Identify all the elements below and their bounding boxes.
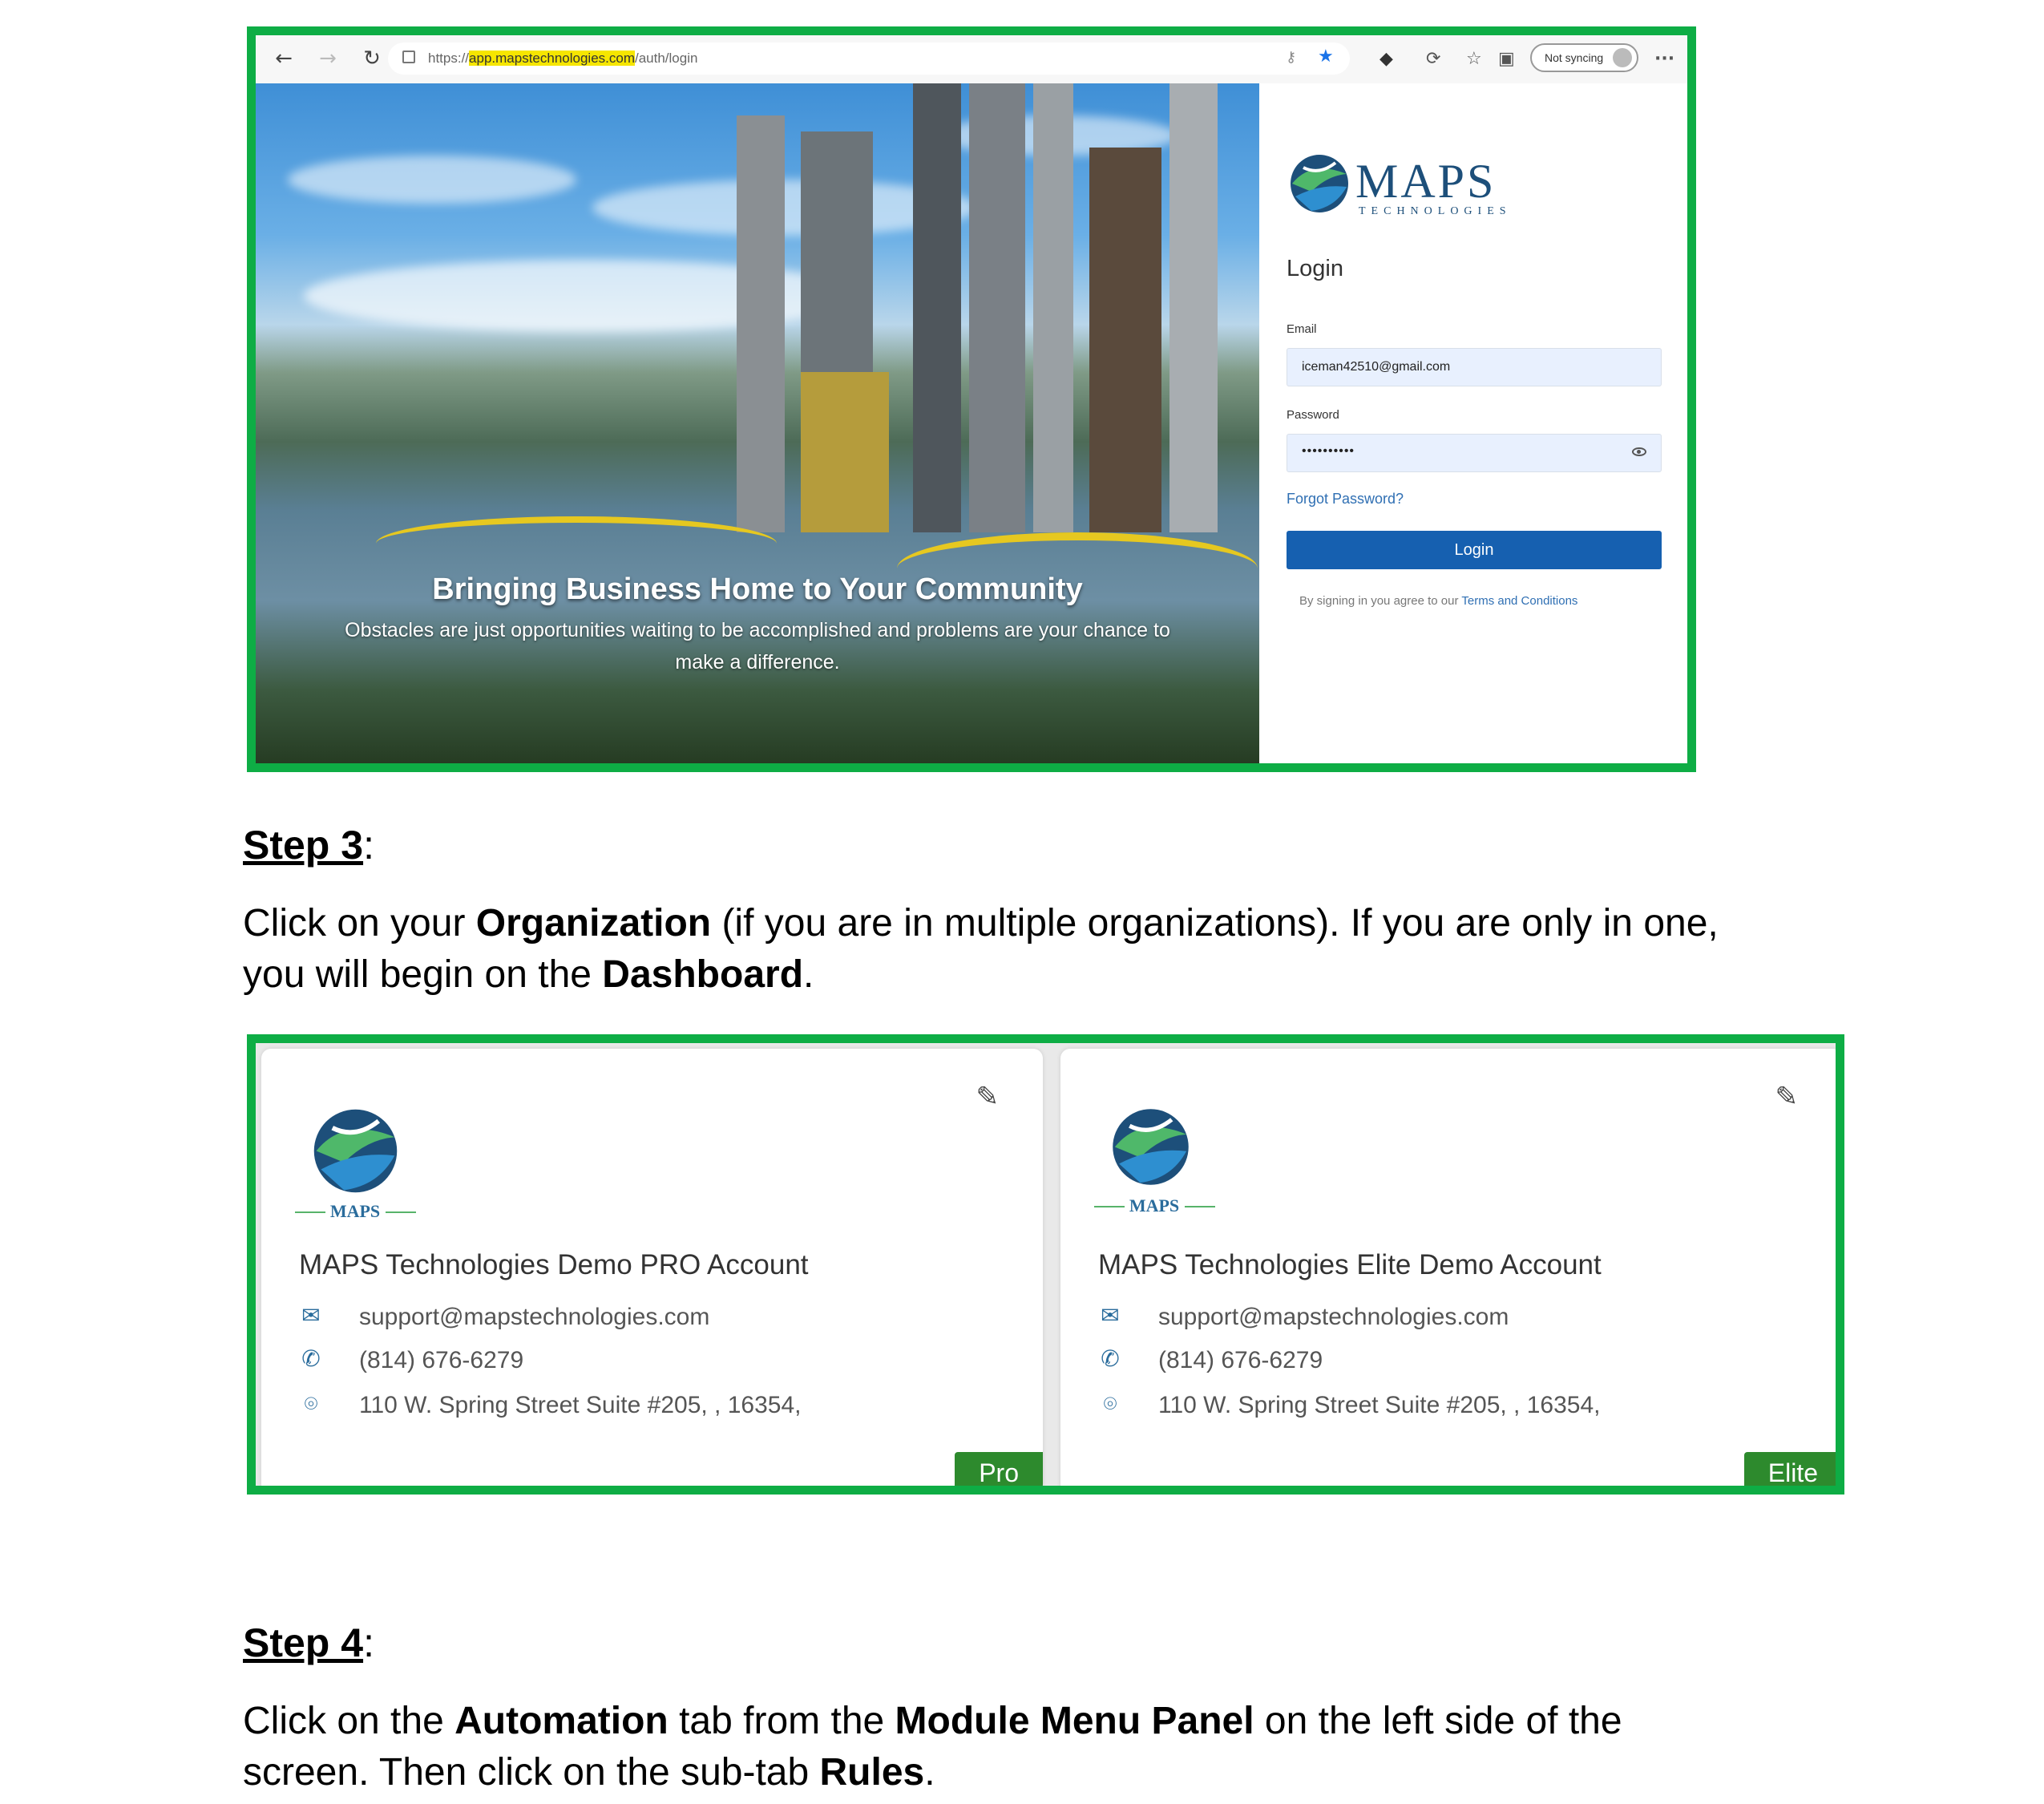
forward-icon[interactable]: →: [319, 47, 337, 71]
org-email: support@mapstechnologies.com: [1158, 1304, 1509, 1330]
maps-globe-logo-icon: [1109, 1105, 1193, 1189]
logo-wordmark: MAPS: [1355, 155, 1497, 208]
envelope-icon: ✉: [301, 1302, 321, 1329]
organizations-screenshot: [247, 1034, 1844, 1495]
terms-notice: By signing in you agree to our Terms and Conditions: [1299, 594, 1578, 608]
org-address: 110 W. Spring Street Suite #205, , 16354,: [1158, 1392, 1601, 1418]
location-pin-icon: ⌾: [1103, 1390, 1117, 1417]
phone-icon: ✆: [1101, 1345, 1120, 1372]
email-label: Email: [1287, 322, 1317, 336]
login-panel: [1259, 83, 1687, 763]
profile-sync-button[interactable]: [1530, 43, 1638, 72]
maps-globe-logo-icon: [1287, 152, 1351, 216]
favorites-icon[interactable]: ☆: [1466, 49, 1482, 69]
step4-instructions: Click on the Automation tab from the Module Menu Panel on the left side of the screen. Then click on the sub-tab Rules.: [243, 1700, 1622, 1794]
org-logo-text: MAPS: [1129, 1195, 1180, 1215]
url-text: https://app.mapstechnologies.com/auth/login: [428, 51, 698, 66]
address-bar[interactable]: [388, 42, 1350, 75]
collections-icon[interactable]: ▣: [1498, 49, 1515, 69]
tier-badge: Elite: [1744, 1452, 1842, 1494]
sync-label: Not syncing: [1545, 51, 1604, 64]
key-icon[interactable]: ⚷: [1286, 49, 1297, 66]
back-icon[interactable]: ←: [275, 47, 293, 71]
login-screenshot: [247, 26, 1696, 772]
city-skyline-photo: [256, 83, 1259, 772]
location-pin-icon: ⌾: [304, 1390, 318, 1417]
step4-heading: Step 4:: [243, 1620, 374, 1665]
org-phone: (814) 676-6279: [1158, 1347, 1323, 1373]
phone-icon: ✆: [301, 1345, 321, 1372]
tier-badge: Pro: [955, 1452, 1043, 1494]
login-button[interactable]: Login: [1287, 531, 1662, 569]
hero-title: Bringing Business Home to Your Community: [432, 572, 1083, 606]
step3-heading: Step 3:: [243, 823, 374, 868]
password-field[interactable]: [1287, 434, 1662, 472]
more-menu-icon[interactable]: ···: [1654, 49, 1675, 69]
show-password-eye-icon[interactable]: [1632, 447, 1646, 456]
refresh-extension-icon[interactable]: ⟳: [1426, 49, 1441, 69]
envelope-icon: ✉: [1101, 1302, 1120, 1329]
org-card-pro[interactable]: [261, 1049, 1043, 1494]
password-value: ••••••••••: [1302, 444, 1355, 458]
password-label: Password: [1287, 408, 1339, 422]
org-name: MAPS Technologies Demo PRO Account: [299, 1249, 809, 1280]
avatar: [1613, 48, 1632, 67]
lock-icon: [402, 51, 415, 63]
reload-icon[interactable]: ↻: [363, 47, 381, 71]
extension-icon[interactable]: ◆: [1379, 49, 1393, 69]
browser-toolbar: [256, 35, 1687, 84]
org-card-elite[interactable]: [1060, 1049, 1842, 1494]
logo-subtitle: TECHNOLOGIES: [1359, 205, 1512, 217]
maps-globe-logo-icon: [309, 1105, 402, 1197]
edit-pencil-icon[interactable]: ✎: [1775, 1081, 1798, 1113]
login-heading: Login: [1287, 256, 1343, 281]
org-name: MAPS Technologies Elite Demo Account: [1098, 1249, 1602, 1280]
org-email: support@mapstechnologies.com: [359, 1304, 710, 1330]
step3-instructions: Click on your Organization (if you are in multiple organizations). If you are only in one, you will begin on the Dashboard.: [243, 902, 1719, 996]
email-value: iceman42510@gmail.com: [1302, 360, 1451, 374]
hero-subtitle: Obstacles are just opportunities waiting to be accomplished and problems are your chance to make a difference.: [345, 619, 1170, 673]
terms-link[interactable]: Terms and Conditions: [1461, 594, 1578, 608]
url-host-highlight: app.mapstechnologies.com: [469, 51, 635, 66]
org-address: 110 W. Spring Street Suite #205, , 16354,: [359, 1392, 802, 1418]
favorite-star-icon[interactable]: ★: [1318, 47, 1334, 67]
forgot-password-link[interactable]: Forgot Password?: [1287, 491, 1404, 507]
email-field[interactable]: [1287, 348, 1662, 386]
org-phone: (814) 676-6279: [359, 1347, 524, 1373]
edit-pencil-icon[interactable]: ✎: [976, 1081, 999, 1113]
org-logo-text: MAPS: [329, 1201, 381, 1221]
